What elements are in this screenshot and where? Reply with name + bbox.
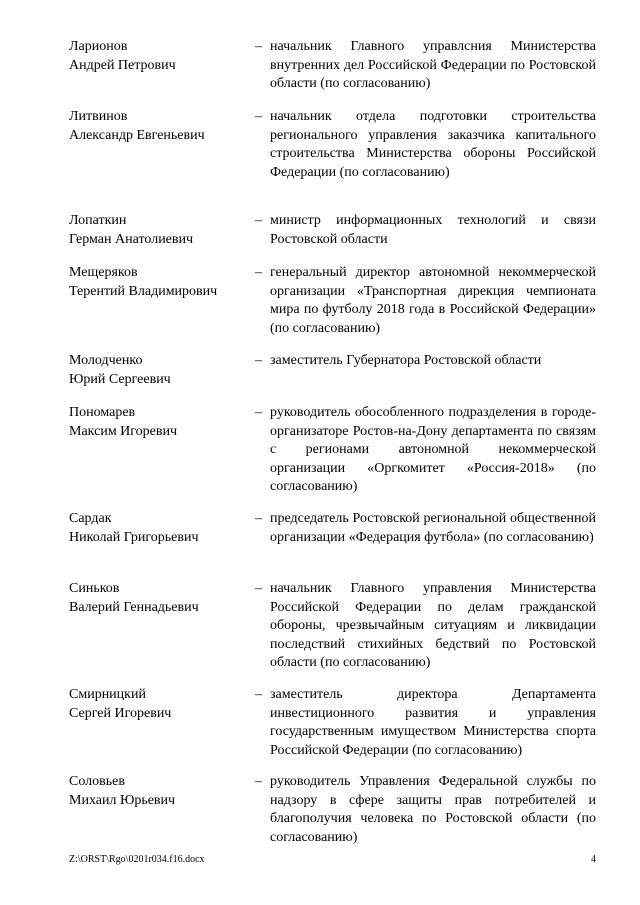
member-surname: Ларионов xyxy=(69,39,128,54)
member-given-names: Михаил Юрьевич xyxy=(69,792,176,808)
member-surname: Смирницкий xyxy=(69,687,146,702)
member-position: генеральный директор автономной некоммерческой организации «Транспортная дирекция чемпионата мира по футболу 2018 года в Российской Федерации» (по согласованию) xyxy=(270,265,596,336)
member-position: заместитель Губернатора Ростовской области xyxy=(270,353,542,368)
member-surname: Лопаткин xyxy=(69,213,127,228)
dash-separator: – xyxy=(255,581,262,596)
member-given-names: Андрей Петрович xyxy=(69,57,176,73)
member-surname: Литвинов xyxy=(69,109,128,124)
dash-separator: – xyxy=(255,265,262,280)
dash-separator: – xyxy=(255,213,262,228)
member-surname: Сардак xyxy=(69,511,112,526)
member-name xyxy=(69,212,254,249)
dash-separator: – xyxy=(255,774,262,789)
member-given-names: Герман Анатолиевич xyxy=(69,231,194,247)
member-position: руководитель Управления Федеральной службы по надзору в сфере защиты прав потребителей и благополучия человека по Ростовской области (по согласованию) xyxy=(270,774,596,845)
dash-separator: – xyxy=(255,353,262,368)
dash-separator: – xyxy=(255,109,262,124)
member-name xyxy=(69,686,254,723)
member-surname: Молодченко xyxy=(69,353,143,368)
member-name xyxy=(69,404,254,441)
dash-separator: – xyxy=(255,39,262,54)
member-given-names: Терентий Владимирович xyxy=(69,283,218,299)
member-surname: Синьков xyxy=(69,581,120,596)
member-given-names: Юрий Сергеевич xyxy=(69,371,171,387)
dash-separator: – xyxy=(255,405,262,420)
member-surname: Соловьев xyxy=(69,774,125,789)
member-position: начальник Главного управления Министерства Российской Федерации по делам гражданской обороны, чрезвычайным ситуациям и ликвидации последствий стихийных бедствий по Ростовской области (по согласованию) xyxy=(270,581,596,670)
member-position: заместитель директора Департамента инвестиционного развития и управления государственным имуществом Министерства спорта Российской Федерации (по согласованию) xyxy=(270,687,596,758)
member-surname: Мещеряков xyxy=(69,265,138,280)
member-position: руководитель обособленного подразделения в городе-организаторе Ростов-на-Дону департамента по связям с регионами автономной некоммерческой организации «Оргкомитет «Россия-2018» (по согласованию) xyxy=(270,405,596,494)
dash-separator: – xyxy=(255,511,262,526)
member-name xyxy=(69,38,254,75)
member-position: начальник отдела подготовки строительства регионального управления заказчика капитального строительства Министерства обороны Российской Федерации (по согласованию) xyxy=(270,109,596,180)
member-position: министр информационных технологий и связи Ростовской области xyxy=(270,213,596,247)
member-given-names: Александр Евгеньевич xyxy=(69,127,205,143)
member-name xyxy=(69,352,254,389)
dash-separator: – xyxy=(255,687,262,702)
footer-file-path: Z:\ORST\Rgo\0201r034.f16.docx xyxy=(69,854,205,865)
member-name xyxy=(69,510,254,547)
member-name xyxy=(69,264,254,301)
page-number: 4 xyxy=(591,854,596,865)
member-position: начальник Главного управлсния Министерства внутренних дел Российской Федерации по Ростовской области (по согласованию) xyxy=(270,39,596,91)
member-given-names: Валерий Геннадьевич xyxy=(69,599,199,615)
member-position: председатель Ростовской региональной общественной организации «Федерация футбола» (по согласованию) xyxy=(270,511,596,545)
member-given-names: Николай Григорьевич xyxy=(69,529,199,545)
member-surname: Пономарев xyxy=(69,405,136,420)
member-name xyxy=(69,773,254,810)
member-name xyxy=(69,580,254,617)
member-name xyxy=(69,108,254,145)
member-given-names: Максим Игоревич xyxy=(69,423,178,439)
member-given-names: Сергей Игоревич xyxy=(69,705,172,721)
